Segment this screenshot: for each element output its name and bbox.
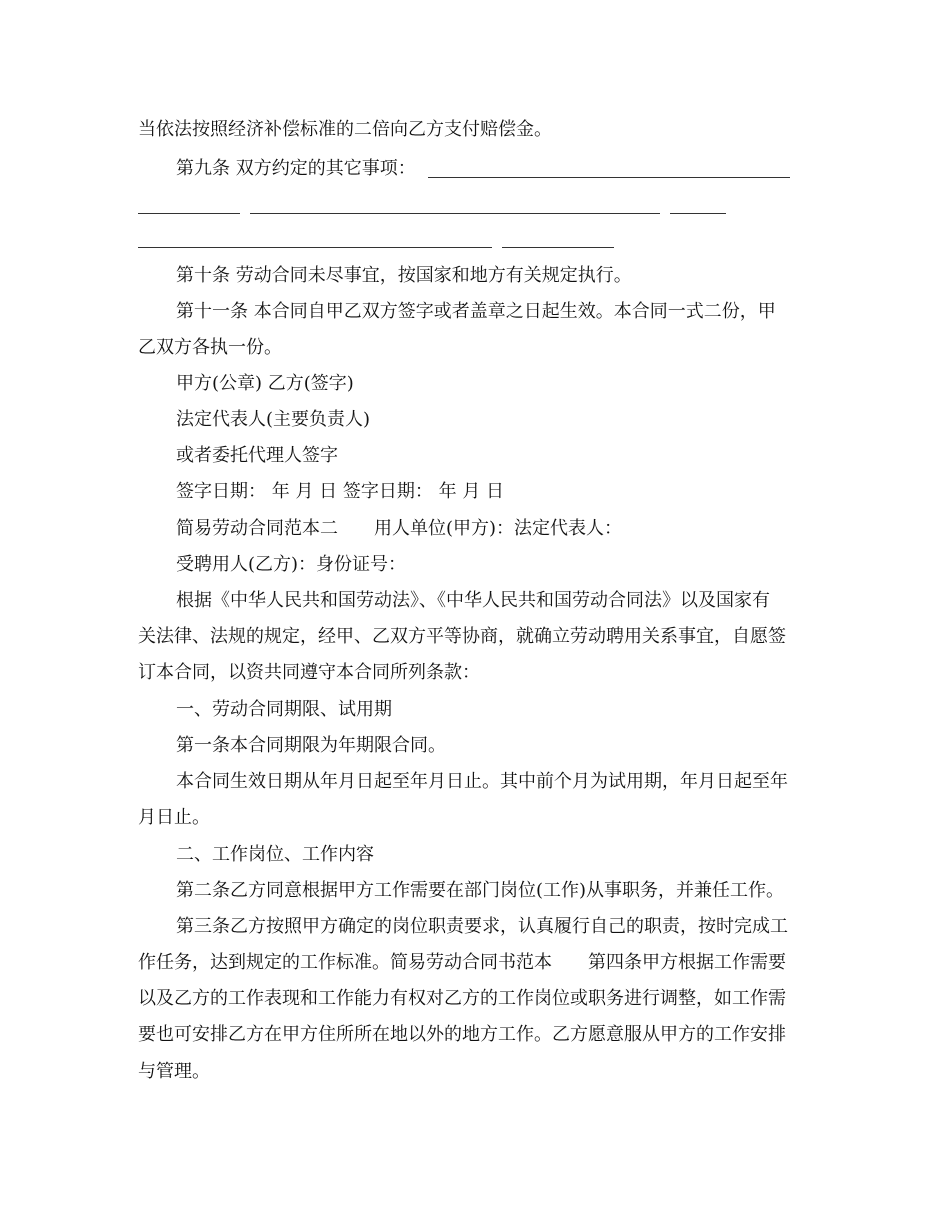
fill-in-blank-line xyxy=(138,247,492,248)
article-4-line-1: 以及乙方的工作表现和工作能力有权对乙方的工作岗位或职务进行调整，如工作需 xyxy=(138,988,786,1009)
article-4-line-3: 与管理。 xyxy=(138,1061,210,1082)
template-2-heading: 简易劳动合同范本二 用人单位(甲方)：法定代表人： xyxy=(176,518,623,539)
article-4-line-2: 要也可安排乙方在甲方住所所在地以外的地方工作。乙方愿意服从甲方的工作安排 xyxy=(138,1024,786,1045)
fill-in-blank-line xyxy=(250,213,660,214)
article-3-line-1: 第三条乙方按照甲方确定的岗位职责要求，认真履行自己的职责，按时完成工 xyxy=(176,916,788,937)
section-2-heading: 二、工作岗位、工作内容 xyxy=(176,844,374,865)
paragraph-compensation-end: 当依法按照经济补偿标准的二倍向乙方支付赔偿金。 xyxy=(138,119,552,140)
article-9-heading: 第九条 双方约定的其它事项： xyxy=(176,158,416,179)
authorized-agent-signature: 或者委托代理人签字 xyxy=(176,445,338,466)
fill-in-blank-line xyxy=(138,213,240,214)
article-1: 第一条本合同期限为年期限合同。 xyxy=(176,735,446,756)
section-1-heading: 一、劳动合同期限、试用期 xyxy=(176,699,392,720)
fill-in-blank-line xyxy=(670,213,726,214)
legal-representative: 法定代表人(主要负责人) xyxy=(176,409,371,430)
preamble-line-2: 关法律、法规的规定，经甲、乙双方平等协商，就确立劳动聘用关系事宜，自愿签 xyxy=(138,626,786,647)
signing-date: 签字日期： 年 月 日 签字日期： 年 月 日 xyxy=(176,481,505,502)
employee-info: 受聘用人(乙方)：身份证号： xyxy=(176,554,407,575)
article-11-line-1: 第十一条 本合同自甲乙双方签字或者盖章之日起生效。本合同一式二份，甲 xyxy=(176,301,776,322)
article-10: 第十条 劳动合同未尽事宜，按国家和地方有关规定执行。 xyxy=(176,265,632,286)
fill-in-blank-line xyxy=(502,247,614,248)
article-11-line-2: 乙双方各执一份。 xyxy=(138,337,282,358)
contract-period-line-2: 月日止。 xyxy=(138,807,210,828)
preamble-line-3: 订本合同，以资共同遵守本合同所列条款： xyxy=(138,662,480,683)
fill-in-blank-line xyxy=(428,177,790,178)
signature-parties: 甲方(公章) 乙方(签字) xyxy=(176,373,354,394)
article-2: 第二条乙方同意根据甲方工作需要在部门岗位(工作)从事职务，并兼任工作。 xyxy=(176,880,785,901)
contract-period-line-1: 本合同生效日期从年月日起至年月日止。其中前个月为试用期，年月日起至年 xyxy=(176,771,788,792)
preamble-line-1: 根据《中华人民共和国劳动法》、《中华人民共和国劳动合同法》以及国家有 xyxy=(176,590,770,611)
article-3-line-2: 作任务，达到规定的工作标准。简易劳动合同书范本 第四条甲方根据工作需要 xyxy=(138,952,786,973)
